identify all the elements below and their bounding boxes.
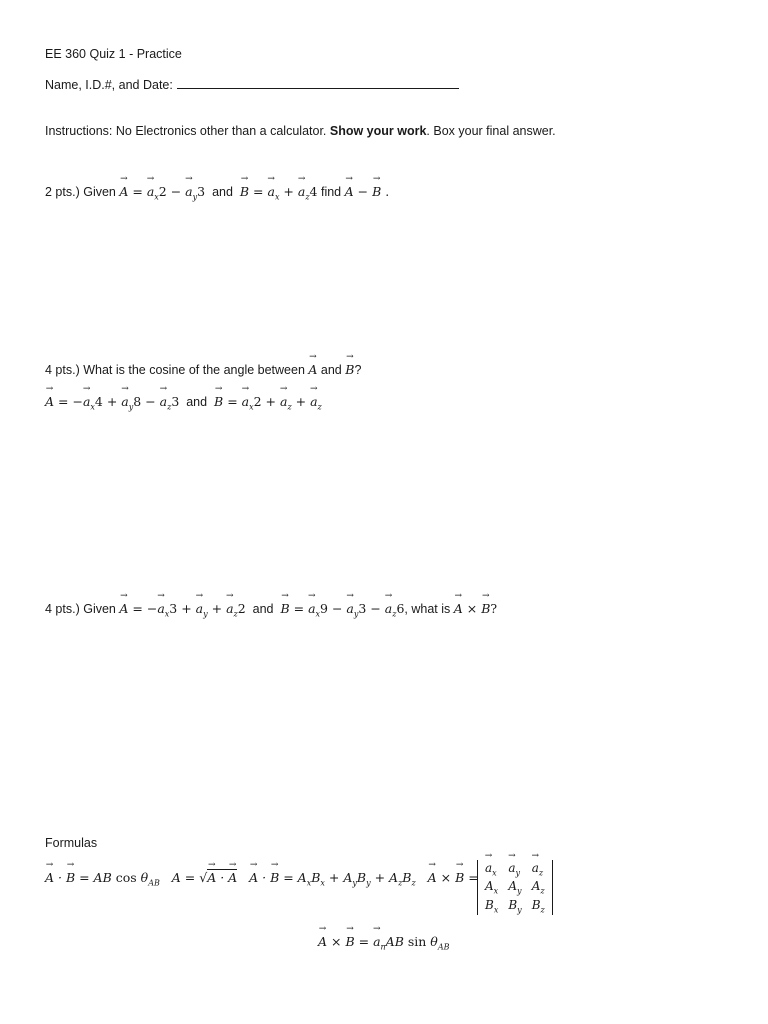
q3-target: → A × → B? xyxy=(454,601,497,616)
q2-text: What is the cosine of the angle between xyxy=(83,363,305,377)
formula-cross-det-lhs: → A × → B = xyxy=(428,870,479,885)
q2-and-2: and xyxy=(186,395,208,409)
formula-dot-components: → A · → $B = A_xB_x + A_yB_y + A_zB_z$ xyxy=(249,870,416,885)
formula-dot-product: → A · → B = AB $\cos \theta_{AB}$ xyxy=(45,870,160,885)
q1-target: → A − → B . xyxy=(345,184,390,199)
question-2: 4 pts.) What is the cosine of the angle between → A and → B? xyxy=(45,362,361,377)
q1-find: find xyxy=(320,185,342,199)
q2-points: 4 pts.) xyxy=(45,363,80,377)
q2-equation-a: → A = −→ $a_x4$ + → $a_y8$ − → $a_z3$ xyxy=(45,394,179,409)
name-id-date-line xyxy=(45,77,459,92)
instructions-bold: Show your work xyxy=(329,124,427,138)
q3-tail: , what is xyxy=(404,602,451,616)
q3-lead: Given xyxy=(83,602,116,616)
q2-question-mark: ? xyxy=(354,363,362,377)
question-2-vectors xyxy=(45,394,322,412)
q1-equation-b: → B = → $a_x$ + → $a_z4$ xyxy=(240,184,318,199)
formulas-label: Formulas xyxy=(45,836,98,850)
instructions-suffix: . Box your final answer. xyxy=(426,124,556,138)
question-1 xyxy=(45,184,389,202)
q1-and: and xyxy=(212,185,233,199)
q2-equation-b: → B = → $a_x2$ + → $a_z$ + → $a_z$ xyxy=(214,394,322,409)
question-3 xyxy=(45,601,497,619)
q1-points: 2 pts.) xyxy=(45,185,80,199)
cross-product-determinant: → $a_x$ → $a_y$ → $a_z$ $A_x$ $A_y$ $A_z$ $B_x$ $B_y$ $B_z$ xyxy=(477,860,553,915)
quiz-title: EE 360 Quiz 1 - Practice xyxy=(45,47,182,61)
formula-magnitude: A = √→ A · → A xyxy=(172,869,237,885)
q1-lead: Given xyxy=(83,185,116,199)
formula-cross-product-magnitude: → A × → B = → $a_nAB$ $\sin \theta_{AB}$ xyxy=(318,934,449,952)
q1-equation-a: → A = → $a_x2$ − → $a_y3$ xyxy=(119,184,205,199)
q3-points: 4 pts.) xyxy=(45,602,80,616)
q3-equation-a: → A = −→ $a_x3$ + → $a_y$ + → $a_z2$ xyxy=(119,601,245,616)
q3-equation-b: → B = → $a_x9$ − → $a_y3$ − → $a_z6$ xyxy=(280,601,404,616)
formula-row xyxy=(45,870,479,888)
instructions xyxy=(45,124,556,138)
name-blank[interactable] xyxy=(177,77,459,89)
q3-and: and xyxy=(252,602,274,616)
name-label: Name, I.D.#, and Date: xyxy=(45,78,173,92)
instructions-prefix: Instructions: No Electronics other than a calculator. xyxy=(45,124,327,138)
q2-and: and xyxy=(320,363,342,377)
